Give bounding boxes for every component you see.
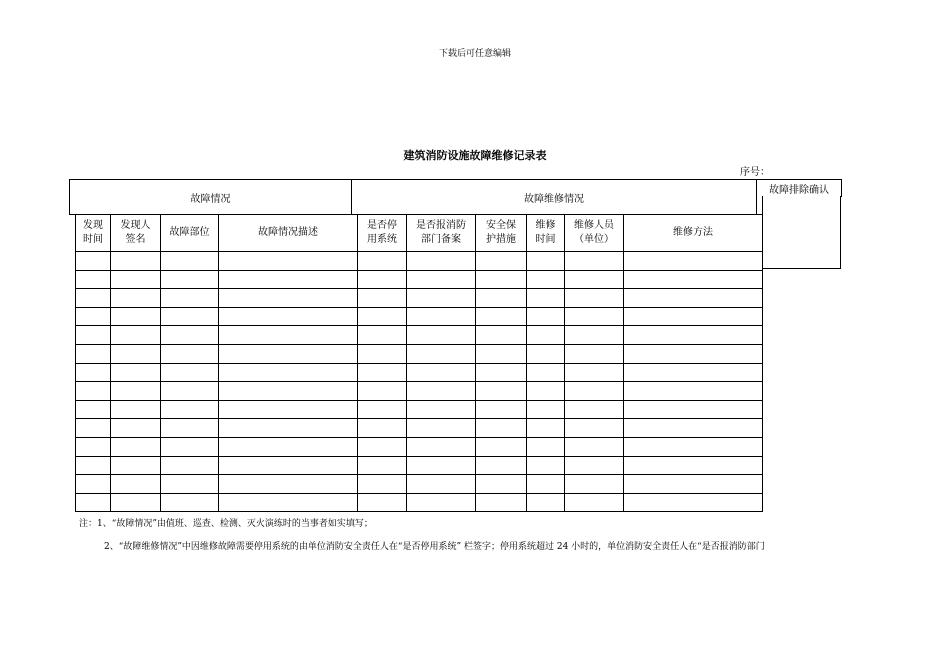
table-cell[interactable] [358,400,407,419]
column-header [111,215,161,252]
table-cell[interactable] [527,400,565,419]
column-header-line1: 故障部位 [169,227,210,238]
table-cell[interactable] [219,344,358,363]
table-cell[interactable] [624,493,763,512]
table-cell[interactable] [358,270,407,289]
table-cell[interactable] [527,382,565,401]
column-header-line2: 用系统 [367,234,397,245]
table-cell[interactable] [565,252,624,271]
table-cell[interactable] [407,252,476,271]
table-cell[interactable] [219,400,358,419]
table-cell[interactable] [219,456,358,475]
table-cell[interactable] [407,419,476,438]
column-header-line1: 是否报消防 [416,220,466,231]
table-cell[interactable] [219,382,358,401]
record-table [75,214,763,512]
table-cell[interactable] [76,344,111,363]
table-cell[interactable] [527,270,565,289]
table-cell[interactable] [219,493,358,512]
table-cell[interactable] [476,456,527,475]
table-cell[interactable] [476,437,527,456]
table-cell[interactable] [219,270,358,289]
table-cell[interactable] [624,252,763,271]
table-cell[interactable] [476,344,527,363]
table-cell[interactable] [76,252,111,271]
table-cell[interactable] [358,419,407,438]
table-cell[interactable] [76,289,111,308]
table-cell[interactable] [358,363,407,382]
table-cell[interactable] [111,270,161,289]
table-cell[interactable] [527,344,565,363]
table-cell[interactable] [358,475,407,494]
table-cell[interactable] [161,419,219,438]
table-cell[interactable] [111,382,161,401]
table-cell[interactable] [111,419,161,438]
table-cell[interactable] [219,475,358,494]
column-header-line2: 时间 [535,234,556,245]
table-cell[interactable] [624,400,763,419]
table-row [76,252,763,271]
table-cell[interactable] [161,326,219,345]
table-cell[interactable] [161,493,219,512]
table-cell[interactable] [111,456,161,475]
table-cell[interactable] [565,326,624,345]
table-cell[interactable] [407,289,476,308]
table-cell[interactable] [111,326,161,345]
table-cell[interactable] [161,400,219,419]
table-cell[interactable] [111,400,161,419]
table-cell[interactable] [161,363,219,382]
table-cell[interactable] [111,493,161,512]
table-cell[interactable] [161,307,219,326]
table-row [76,289,763,308]
table-cell[interactable] [358,456,407,475]
column-header [565,215,624,252]
table-cell[interactable] [407,307,476,326]
table-row [76,419,763,438]
table-cell[interactable] [476,493,527,512]
table-cell[interactable] [624,326,763,345]
table-cell[interactable] [76,326,111,345]
table-cell[interactable] [76,493,111,512]
table-cell[interactable] [476,326,527,345]
table-cell[interactable] [111,363,161,382]
group-header-repair [351,179,757,215]
table-cell[interactable] [161,456,219,475]
column-header [219,215,358,252]
table-row [76,326,763,345]
column-header-line1: 发现 [83,220,103,231]
table-cell[interactable] [76,307,111,326]
table-cell[interactable] [407,493,476,512]
column-header-line1: 故障情况描述 [258,227,318,238]
table-cell[interactable] [565,456,624,475]
table-row [76,437,763,456]
table-cell[interactable] [76,400,111,419]
table-cell[interactable] [161,382,219,401]
column-header-line2: （单位） [574,234,614,245]
table-cell[interactable] [476,252,527,271]
table-cell[interactable] [76,437,111,456]
table-cell[interactable] [624,289,763,308]
table-row [76,493,763,512]
table-cell[interactable] [565,475,624,494]
table-row [76,400,763,419]
table-cell[interactable] [219,289,358,308]
table-cell[interactable] [624,382,763,401]
table-cell[interactable] [76,363,111,382]
group-header-fault [69,179,352,215]
table-cell[interactable] [624,419,763,438]
table-cell[interactable] [624,475,763,494]
table-cell[interactable] [527,456,565,475]
table-cell[interactable] [111,289,161,308]
note-1: 注：1、“故障情况”由值班、巡查、检测、灭火演练时的当事者如实填写； [79,519,373,529]
table-cell[interactable] [161,270,219,289]
table-cell[interactable] [476,382,527,401]
table-cell[interactable] [565,344,624,363]
table-cell[interactable] [527,475,565,494]
column-header-line2: 护措施 [486,234,516,245]
table-cell[interactable] [476,419,527,438]
document-title: 建筑消防设施故障维修记录表 [403,149,547,162]
column-header-line1: 维修方法 [673,227,713,238]
table-cell[interactable] [527,437,565,456]
table-cell[interactable] [407,363,476,382]
column-header [624,215,763,252]
table-cell[interactable] [219,419,358,438]
table-cell[interactable] [527,363,565,382]
column-header [358,215,407,252]
table-cell[interactable] [407,400,476,419]
table-cell[interactable] [565,419,624,438]
table-cell[interactable] [565,289,624,308]
table-cell[interactable] [476,307,527,326]
table-cell[interactable] [161,475,219,494]
table-row [76,270,763,289]
table-cell[interactable] [358,493,407,512]
table-row [76,475,763,494]
group-header-confirm-label: 故障排除确认 [769,185,829,196]
table-cell[interactable] [476,363,527,382]
table-row [76,344,763,363]
table-cell[interactable] [407,326,476,345]
note-2: 2、“故障维修情况”中因维修故障需要停用系统的由单位消防安全责任人在“是否停用系统” 栏签字；停用系统超过 24 小时的，单位消防安全责任人在“是否报消防部门 [104,542,765,552]
header-note: 下载后可任意编辑 [438,49,511,59]
table-row [76,363,763,382]
column-header-line1: 维修 [535,220,556,231]
table-body [76,252,763,512]
table-cell[interactable] [624,344,763,363]
table-cell[interactable] [565,400,624,419]
table-cell[interactable] [565,363,624,382]
table-cell[interactable] [407,382,476,401]
column-header [527,215,565,252]
table-cell[interactable] [76,475,111,494]
table-cell[interactable] [407,344,476,363]
table-cell[interactable] [565,382,624,401]
table-cell[interactable] [358,344,407,363]
table-cell[interactable] [527,289,565,308]
table-cell[interactable] [111,344,161,363]
confirm-column-cell[interactable] [762,196,841,269]
table-cell[interactable] [111,307,161,326]
table-cell[interactable] [76,270,111,289]
table-cell[interactable] [527,419,565,438]
table-cell[interactable] [565,307,624,326]
column-header-line1: 发现人 [120,220,151,231]
table-cell[interactable] [565,270,624,289]
column-header [161,215,219,252]
table-cell[interactable] [476,289,527,308]
table-cell[interactable] [565,437,624,456]
table-cell[interactable] [624,363,763,382]
table-cell[interactable] [161,344,219,363]
table-cell[interactable] [219,252,358,271]
table-cell[interactable] [219,326,358,345]
table-cell[interactable] [407,437,476,456]
table-cell[interactable] [219,363,358,382]
column-header-row [76,215,763,252]
table-cell[interactable] [476,475,527,494]
table-cell[interactable] [358,382,407,401]
table-cell[interactable] [219,307,358,326]
table-cell[interactable] [527,307,565,326]
group-header-repair-label: 故障维修情况 [524,193,584,205]
table-cell[interactable] [111,475,161,494]
column-header [76,215,111,252]
table-cell[interactable] [111,437,161,456]
table-cell[interactable] [76,456,111,475]
table-cell[interactable] [527,252,565,271]
table-cell[interactable] [624,437,763,456]
table-cell[interactable] [358,252,407,271]
table-cell[interactable] [358,326,407,345]
table-cell[interactable] [565,493,624,512]
table-cell[interactable] [219,437,358,456]
column-header [476,215,527,252]
table-cell[interactable] [624,456,763,475]
table-cell[interactable] [476,270,527,289]
table-cell[interactable] [161,289,219,308]
table-cell[interactable] [407,456,476,475]
table-cell[interactable] [358,307,407,326]
group-header-fault-label: 故障情况 [190,193,231,205]
table-cell[interactable] [111,252,161,271]
column-header-line2: 时间 [83,234,103,245]
column-header-line1: 是否停 [367,220,397,231]
column-header-line2: 部门备案 [421,234,461,245]
table-row [76,382,763,401]
group-header-confirm [756,179,842,197]
table-cell[interactable] [358,437,407,456]
table-cell[interactable] [358,289,407,308]
table-cell[interactable] [161,437,219,456]
table-cell[interactable] [161,252,219,271]
table-cell[interactable] [407,475,476,494]
table-cell[interactable] [76,419,111,438]
table-cell[interactable] [527,326,565,345]
table-cell[interactable] [476,400,527,419]
table-row [76,456,763,475]
column-header-line2: 签名 [125,234,146,245]
table-row [76,307,763,326]
table-cell[interactable] [624,307,763,326]
table-cell[interactable] [624,270,763,289]
column-header-line1: 安全保 [486,220,516,231]
table-cell[interactable] [527,493,565,512]
column-header-line1: 维修人员 [574,220,614,231]
serial-number-label: 序号： [740,167,770,178]
column-header [407,215,476,252]
table-cell[interactable] [407,270,476,289]
table-cell[interactable] [76,382,111,401]
